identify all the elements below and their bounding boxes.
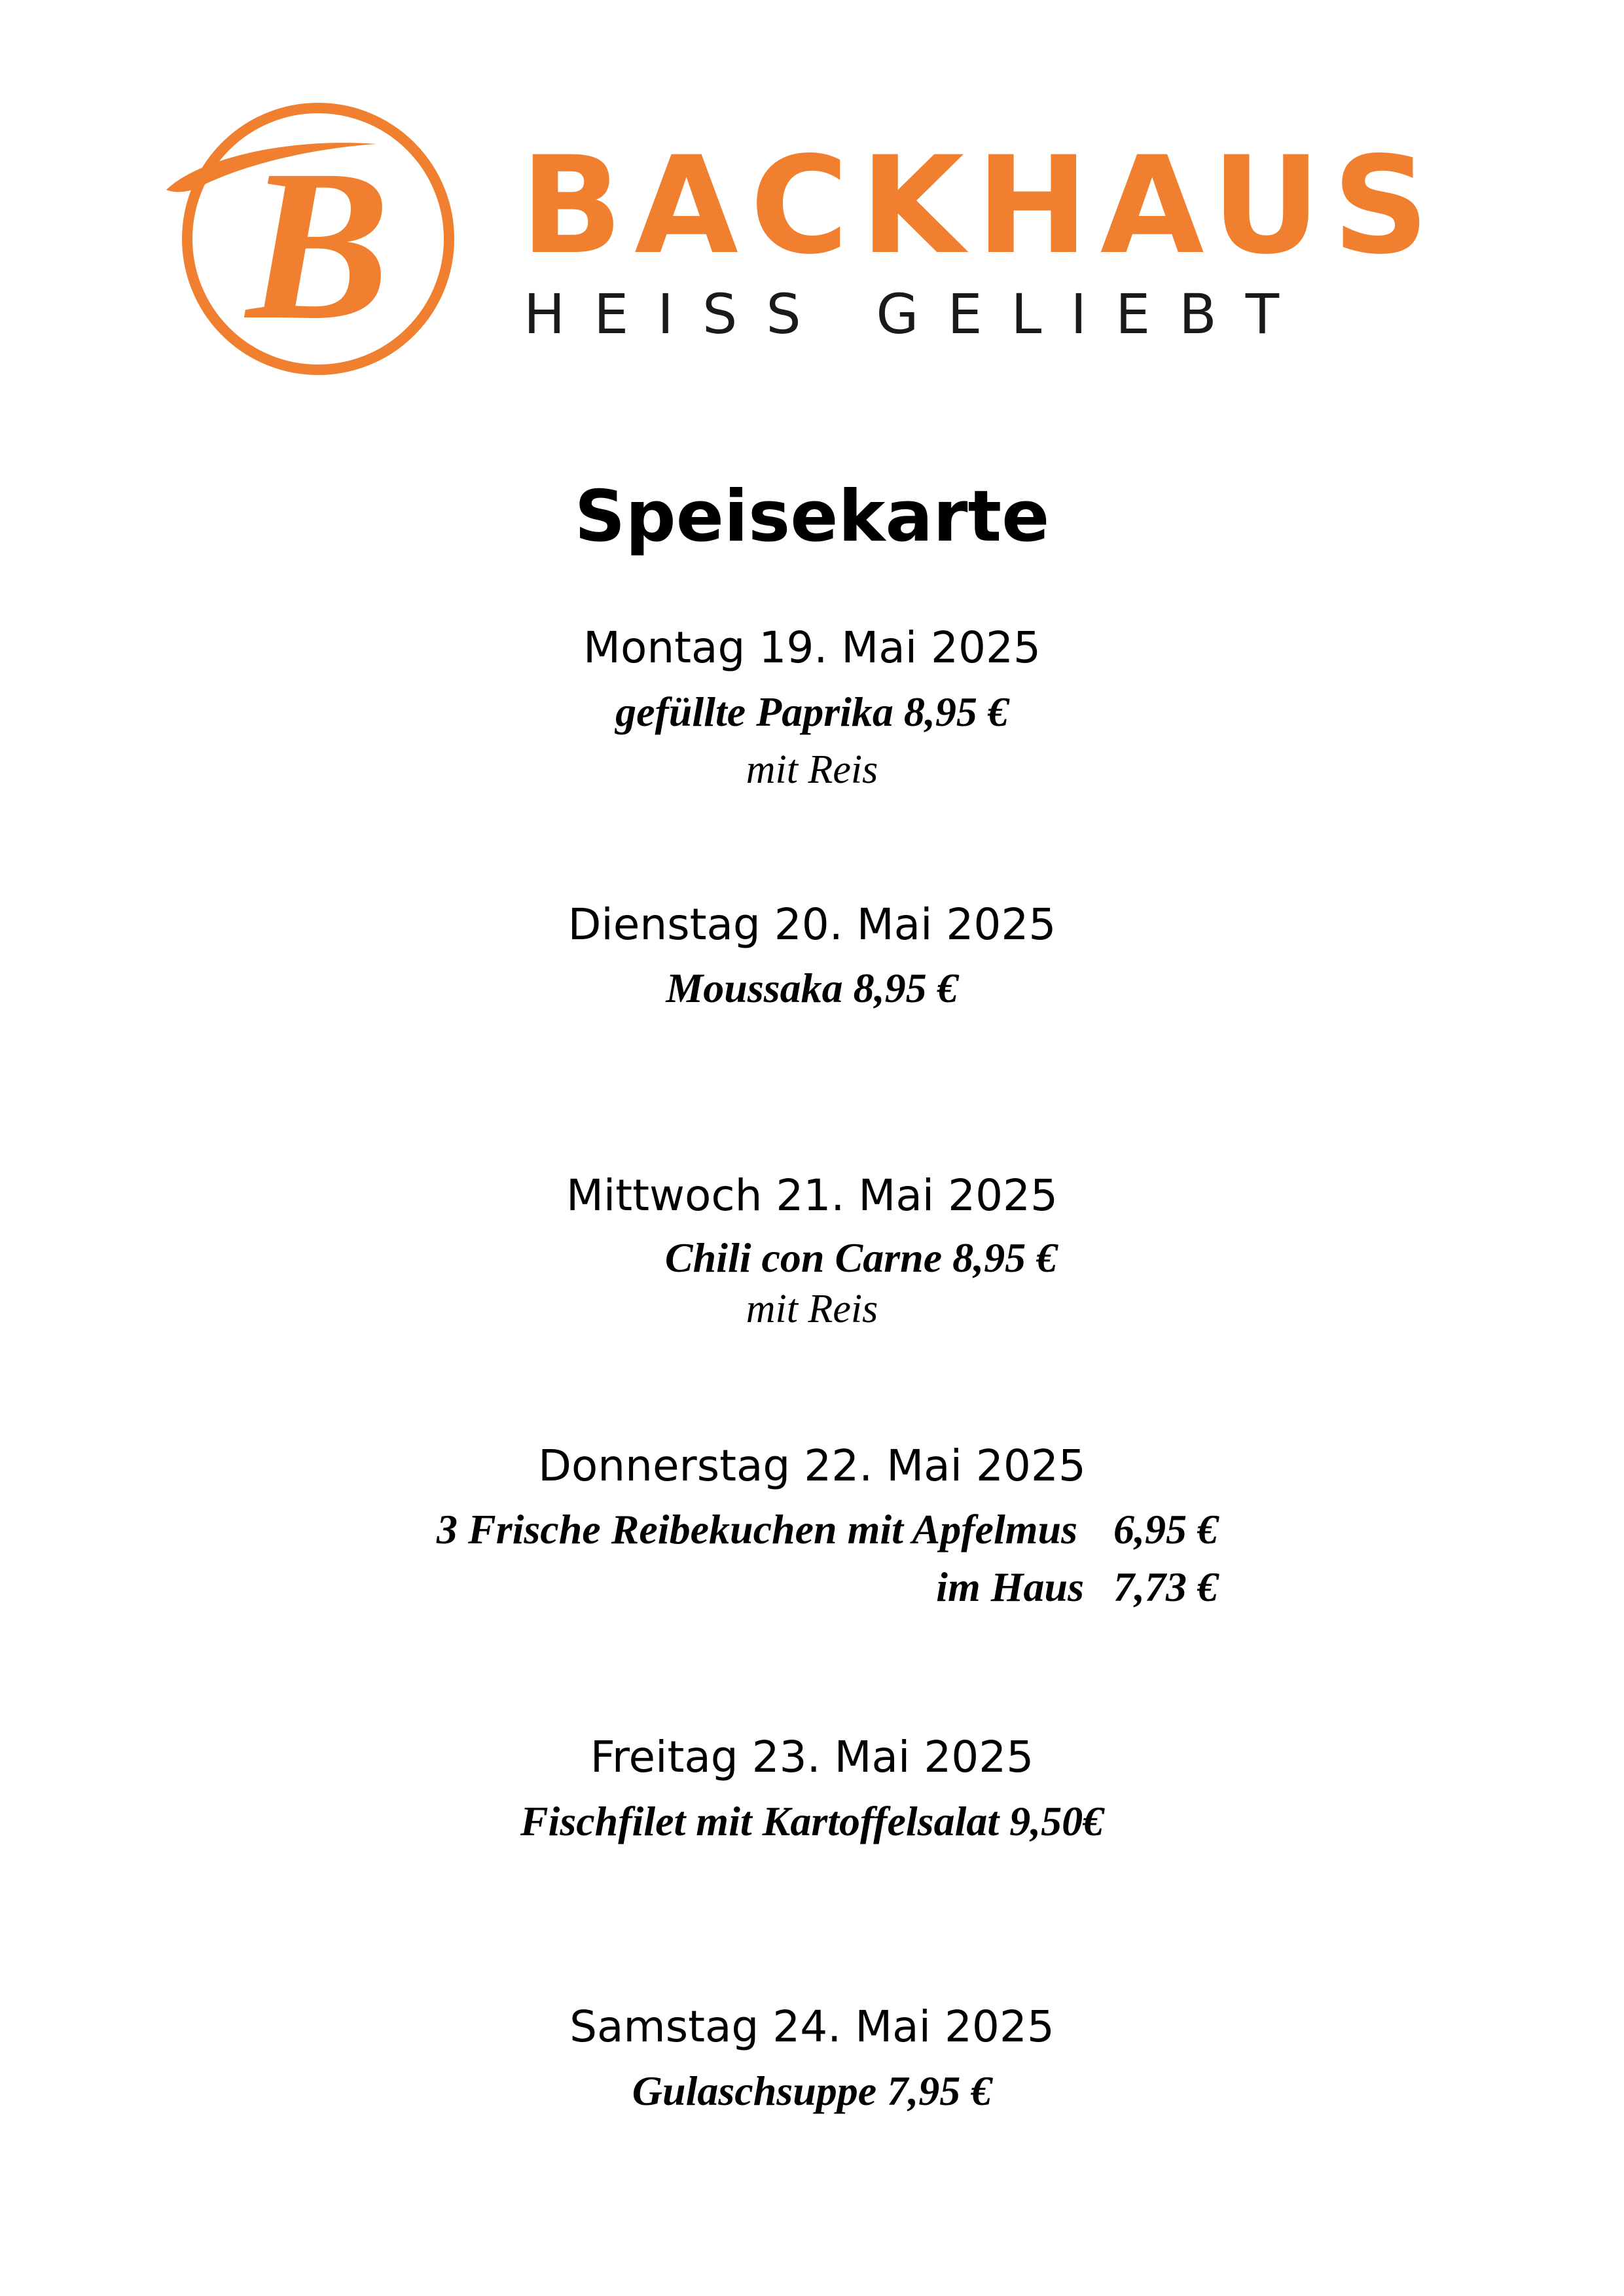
day-date-thursday: Donnerstag 22. Mai 2025 bbox=[538, 1441, 1086, 1491]
brand-name: BACKHAUS bbox=[520, 128, 1441, 284]
dish-saturday: Gulaschsuppe 7,95 € bbox=[632, 2068, 992, 2114]
dish-thursday: 3 Frische Reibekuchen mit Apfelmus bbox=[437, 1506, 1077, 1552]
dine-in-price-thursday: 7,73 € bbox=[1113, 1564, 1218, 1610]
dish-friday: Fischfilet mit Kartoffelsalat 9,50€ bbox=[520, 1798, 1104, 1844]
backhaus-logo-icon bbox=[161, 95, 469, 383]
dish-monday: gefüllte Paprika 8,95 € bbox=[615, 689, 1009, 735]
page-title: Speisekarte bbox=[574, 476, 1050, 558]
logo-letter: B bbox=[245, 126, 391, 365]
price-thursday: 6,95 € bbox=[1113, 1506, 1218, 1552]
day-date-friday: Freitag 23. Mai 2025 bbox=[590, 1732, 1034, 1782]
day-date-saturday: Samstag 24. Mai 2025 bbox=[569, 2001, 1055, 2052]
side-wednesday: mit Reis bbox=[746, 1287, 878, 1331]
dish-tuesday: Moussaka 8,95 € bbox=[666, 965, 958, 1011]
side-monday: mit Reis bbox=[746, 747, 878, 792]
dine-in-label-thursday: im Haus bbox=[936, 1564, 1084, 1610]
day-date-tuesday: Dienstag 20. Mai 2025 bbox=[568, 899, 1056, 950]
dish-wednesday: Chili con Carne 8,95 € bbox=[664, 1234, 1058, 1281]
day-date-monday: Montag 19. Mai 2025 bbox=[583, 622, 1041, 673]
day-date-wednesday: Mittwoch 21. Mai 2025 bbox=[566, 1170, 1058, 1221]
brand-tagline: HEISS GELIEBT bbox=[524, 282, 1308, 346]
